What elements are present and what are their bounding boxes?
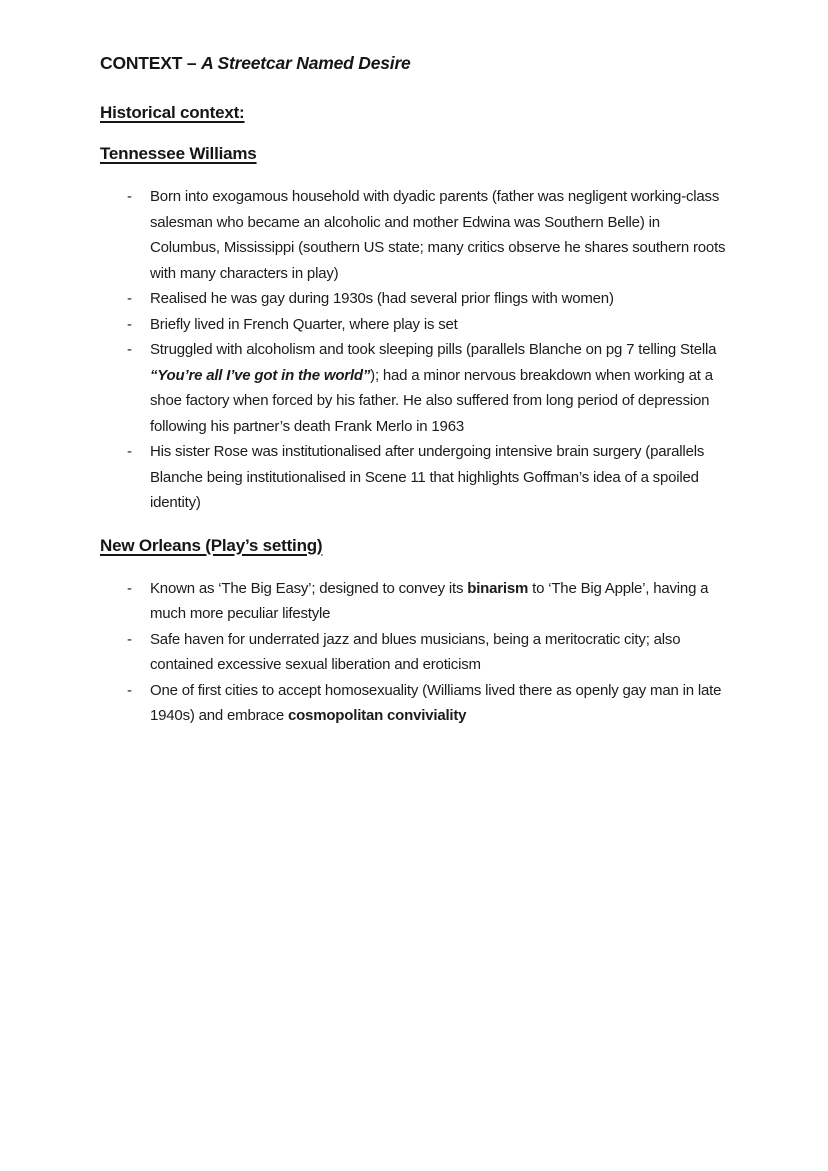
text-segment: “You’re all I’ve got in the world”: [150, 366, 371, 384]
text-segment: His sister Rose was institutionalised after undergoing intensive brain surgery (parallels Blanche being institutionalised in Scene 11 that highlights Goffman’s idea of a spoiled identity): [150, 443, 705, 511]
bullet-item: [127, 678, 728, 729]
text-segment: Briefly lived in French Quarter, where play is set: [150, 315, 458, 333]
text-segment: Struggled with alcoholism and took sleeping pills (parallels Blanche on pg 7 telling Stella: [150, 341, 717, 358]
bullet-list-new-orleans: [100, 576, 728, 729]
bullet-item: [127, 184, 728, 286]
text-segment: Known as ‘The Big Easy’; designed to convey its: [150, 579, 468, 597]
bullet-item: [127, 439, 728, 516]
bullet-item: [127, 576, 728, 627]
bullet-item: [127, 312, 728, 338]
text-segment: binarism: [467, 579, 529, 597]
bullet-item: [127, 286, 728, 312]
text-segment: to ‘The Big Apple’, having a much more peculiar lifestyle: [150, 579, 709, 622]
text-segment: ); had a minor nervous breakdown when working at a shoe factory when forced by his father. He also suffered from long period of depression following his partner’s death Frank Merlo in 1963: [150, 366, 713, 435]
section-heading-historical-context: Historical context:: [100, 103, 245, 122]
title-prefix: CONTEXT –: [100, 53, 202, 73]
text-segment: cosmopolitan conviviality: [287, 707, 467, 724]
text-segment: Born into exogamous household with dyadic parents (father was negligent working-class salesman who became an alcoholic and mother Edwina was Southern Belle) in Columbus, Mississippi (southern US state; many critics observe he shares southern roots with many characters in play): [150, 188, 726, 282]
document-title: [100, 52, 728, 75]
section-heading-tennessee-williams: Tennessee Williams: [100, 144, 257, 163]
bullet-item: [127, 627, 728, 678]
title-play-name: A Streetcar Named Desire: [201, 53, 411, 73]
bullet-list-tennessee-williams: [100, 184, 728, 516]
section-heading-new-orleans: New Orleans (Play’s setting): [100, 535, 323, 555]
text-segment: One of first cities to accept homosexuality (Williams lived there as openly gay man in late 1940s) and embrace: [150, 681, 722, 724]
text-segment: Safe haven for underrated jazz and blues musicians, being a meritocratic city; also contained excessive sexual liberation and eroticism: [150, 630, 681, 673]
text-segment: Realised he was gay during 1930s (had several prior flings with women): [150, 290, 614, 307]
bullet-item: [127, 337, 728, 439]
